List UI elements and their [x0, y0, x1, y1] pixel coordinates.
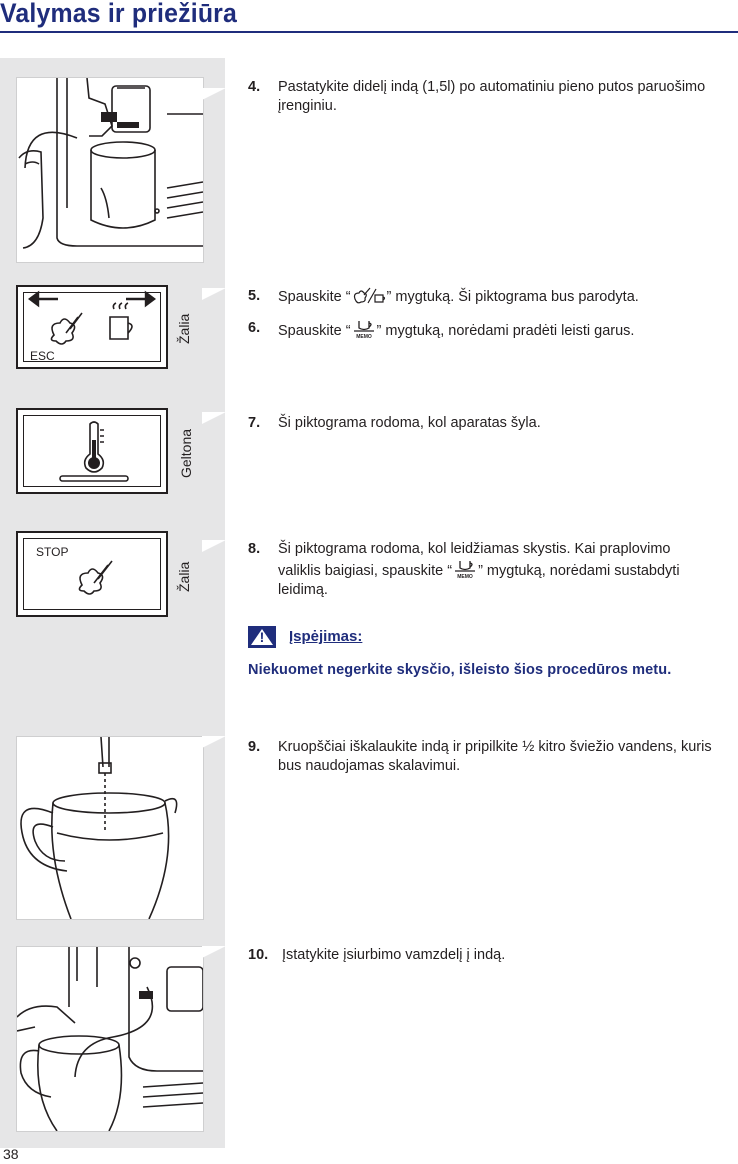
- step-text-part: Spauskite “: [278, 289, 351, 305]
- warning-header: [248, 626, 718, 650]
- arrow-right-icon: [126, 293, 154, 305]
- step-text-part: Ši piktograma rodoma, kol leidžiamas skystis. Kai praplovimo: [278, 541, 671, 557]
- thermometer-icon: [18, 410, 166, 492]
- step-text: Pastatykite didelį indą (1,5l) po automatiniu pieno putos paruošimo įrenginiu.: [278, 79, 706, 114]
- steam-cup-icon: [110, 303, 132, 339]
- warning-mark: !: [259, 629, 265, 645]
- step-text-part: ” mygtuką, norėdami sustabdyti: [478, 563, 680, 579]
- pointer-arrow: [202, 736, 226, 748]
- step-text: [278, 540, 718, 600]
- illustration-jug-water: [16, 736, 204, 920]
- display-stop: [16, 531, 168, 617]
- step-text: [278, 287, 718, 307]
- pointer-arrow: [202, 88, 226, 100]
- cup-memo-icon: [452, 559, 478, 579]
- milk-steam-icon: [351, 287, 387, 305]
- step-number: 7.: [248, 415, 261, 431]
- display-color-label: Žalia: [176, 313, 192, 344]
- step-text: Kruopščiai iškalaukite indą ir pripilkite ½ kitro šviežio vandens, kuris bus naudojamas skalavimui.: [278, 739, 712, 774]
- display-color-label: Geltona: [178, 428, 194, 478]
- step-number: 4.: [248, 79, 261, 95]
- memo-text: MEMO: [355, 334, 372, 339]
- step-text-part: ” mygtuką, norėdami pradėti leisti garus.: [376, 323, 635, 339]
- milk-froth-icon: [51, 313, 82, 344]
- jug-drawing: [17, 737, 203, 919]
- warning-label: Įspėjimas:: [289, 628, 363, 645]
- esc-label: ESC: [30, 349, 55, 363]
- tube-jug-drawing: [17, 947, 203, 1131]
- memo-text: MEMO: [457, 574, 473, 579]
- display-heating: [16, 408, 168, 494]
- step-number: 8.: [248, 541, 261, 557]
- warning-text: Niekuomet negerkite skysčio, išleisto šios procedūros metu.: [248, 662, 672, 678]
- step-text: [278, 319, 718, 341]
- illustration-tube-in-jug: [16, 946, 204, 1132]
- page-number: 38: [3, 1146, 19, 1162]
- machine-pot-drawing: [17, 78, 203, 262]
- step-text-part: valiklis baigiasi, spauskite “: [278, 563, 453, 579]
- pointer-arrow: [202, 946, 226, 958]
- illustration-machine-with-pot: [16, 77, 204, 263]
- step-number: 9.: [248, 739, 261, 755]
- arrow-left-icon: [30, 293, 58, 305]
- display-color-label: Žalia: [176, 561, 192, 592]
- milk-froth-icon: [18, 533, 166, 615]
- page-title: Valymas ir priežiūra: [0, 0, 238, 28]
- cup-memo-icon: [351, 319, 377, 339]
- pointer-arrow: [202, 412, 226, 424]
- step-number: 6.: [248, 320, 261, 336]
- stop-label: STOP: [36, 545, 69, 559]
- pointer-arrow: [202, 540, 226, 552]
- step-text: Įstatykite įsiurbimo vamzdelį į indą.: [282, 947, 506, 963]
- step-text: Ši piktograma rodoma, kol aparatas šyla.: [278, 415, 541, 431]
- step-text-part: leidimą.: [278, 582, 328, 598]
- pointer-arrow: [202, 288, 226, 300]
- display-milk-steam-menu: [16, 285, 168, 369]
- step-text-line: [278, 559, 718, 581]
- step-number: 10.: [248, 947, 269, 963]
- step-text-part: Spauskite “: [278, 323, 351, 339]
- step-number: 5.: [248, 288, 261, 304]
- step-text-part: ” mygtuką. Ši piktograma bus parodyta.: [386, 289, 639, 305]
- header-rule: [0, 31, 738, 33]
